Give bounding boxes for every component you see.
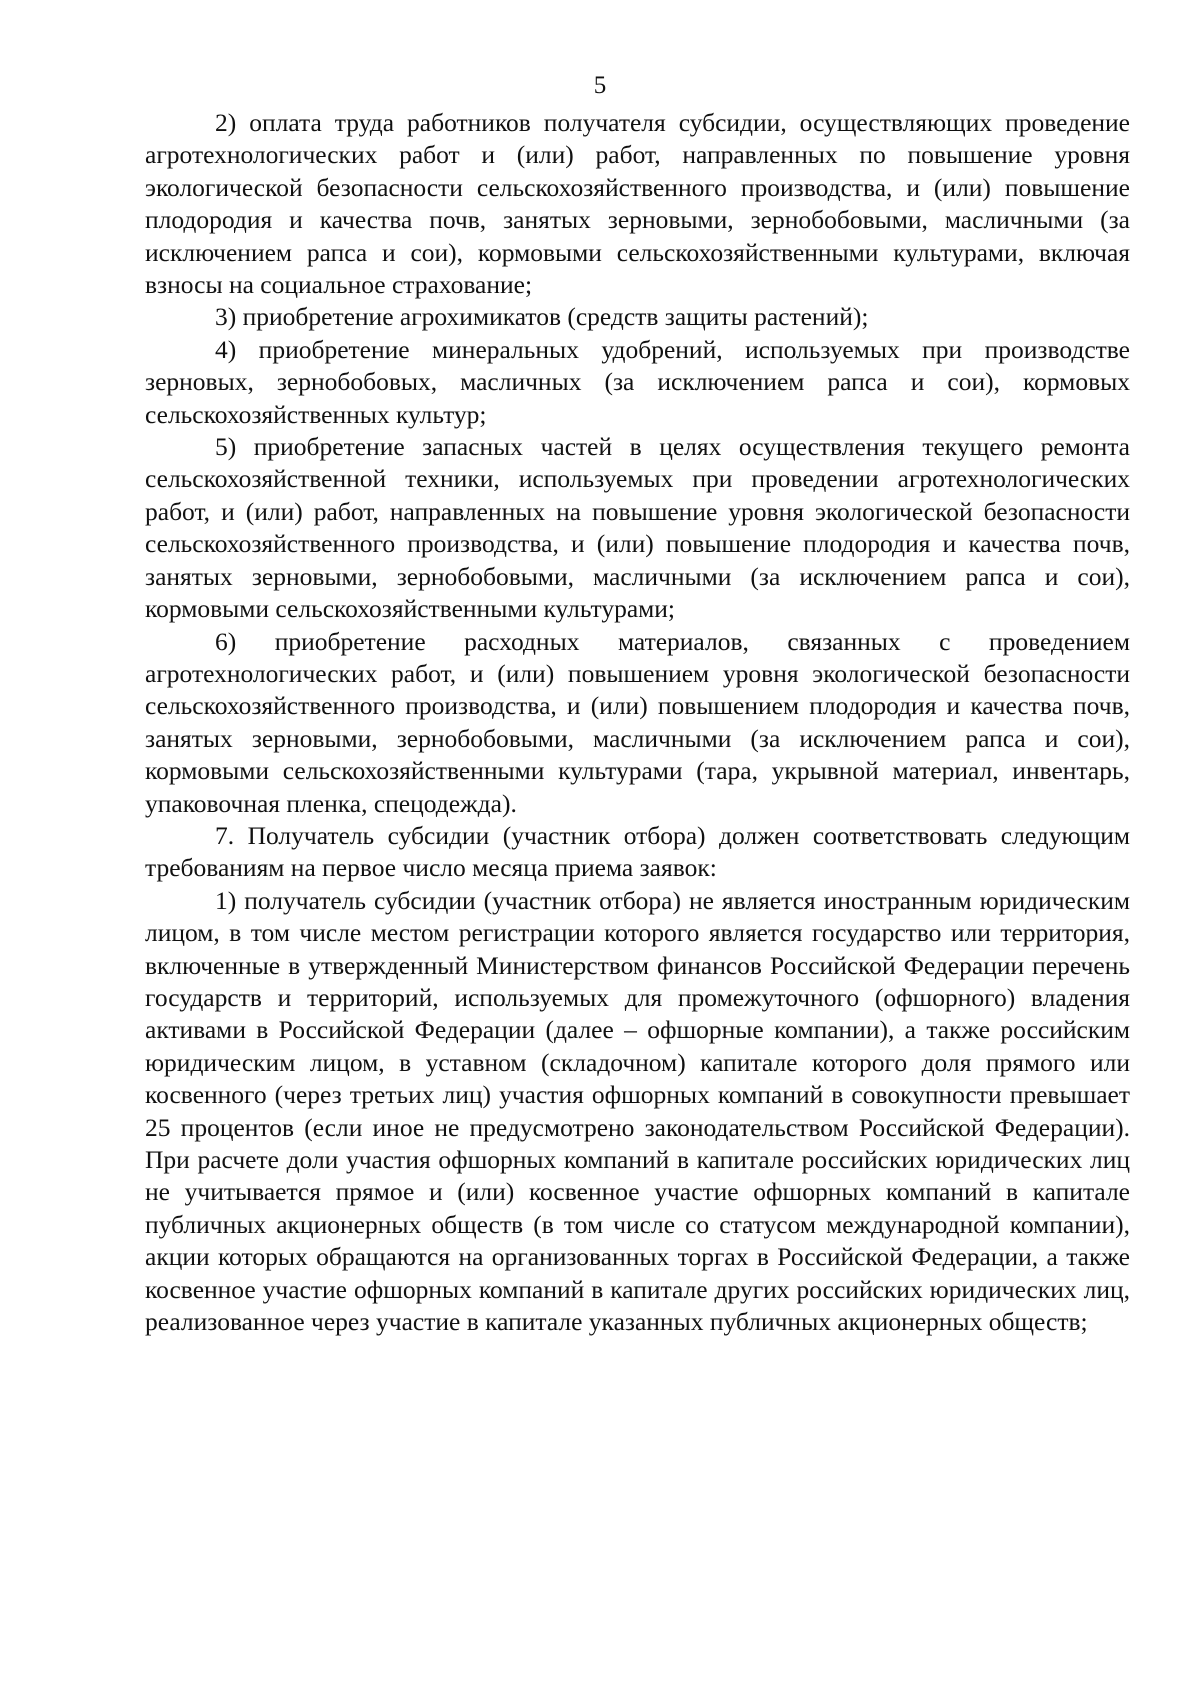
paragraph-item-3-agrochemicals: 3) приобретение агрохимикатов (средств защиты растений); bbox=[215, 302, 869, 332]
page-number: 5 bbox=[593, 72, 607, 99]
paragraph-item-4-fertilizers: 4) приобретение минеральных удобрений, используемых при производстве зерновых, зернобобовых, масличных (за исключением рапса и сои), кормовых сельскохозяйственных культур; bbox=[145, 334, 1130, 429]
document-body bbox=[145, 107, 1130, 1338]
paragraph-section-7-requirements: 7. Получатель субсидии (участник отбора) должен соответствовать следующим требованиям на первое число месяца приема заявок: bbox=[145, 820, 1130, 883]
paragraph-requirement-1-offshore: 1) получатель субсидии (участник отбора) не является иностранным юридическим лицом, в том числе местом регистрации которого является государство или территория, включенные в утвержденный Министерством финансов Российской Федерации перечень государств и территорий, используемых для промежуточного (офшорного) владения активами в Российской Федерации (далее – офшорные компании), а также российским юридическим лицом, в уставном (складочном) капитале которого доля прямого или косвенного (через третьих лиц) участия офшорных компаний в совокупности превышает 25 процентов (если иное не предусмотрено законодательством Российской Федерации). При расчете доли участия офшорных компаний в капитале российских юридических лиц не учитывается прямое и (или) косвенное участие офшорных компаний в капитале публичных акционерных обществ (в том числе со статусом международной компании), акции которых обращаются на организованных торгах в Российской Федерации, а также косвенное участие офшорных компаний в капитале других российских юридических лиц, реализованное через участие в капитале указанных публичных акционерных обществ; bbox=[145, 885, 1130, 1337]
paragraph-item-2-labor-payment: 2) оплата труда работников получателя субсидии, осуществляющих проведение агротехнологических работ и (или) работ, направленных по повышение уровня экологической безопасности сельскохозяйственного производства, и (или) повышение плодородия и качества почв, занятых зерновыми, зернобобовыми, масличными (за исключением рапса и сои), кормовыми сельскохозяйственными культурами, включая взносы на социальное страхование; bbox=[145, 108, 1130, 300]
paragraph-item-5-spare-parts: 5) приобретение запасных частей в целях осуществления текущего ремонта сельскохозяйственной техники, используемых при проведении агротехнологических работ, и (или) работ, направленных на повышение уровня экологической безопасности сельскохозяйственного производства, и (или) повышение плодородия и качества почв, занятых зерновыми, зернобобовыми, масличными (за исключением рапса и сои), кормовыми сельскохозяйственными культурами; bbox=[145, 432, 1130, 624]
paragraph-item-6-consumables: 6) приобретение расходных материалов, связанных с проведением агротехнологических работ, и (или) повышением уровня экологической безопасности сельскохозяйственного производства, и (или) повышением плодородия и качества почв, занятых зерновыми, зернобобовыми, масличными (за исключением рапса и сои), кормовыми сельскохозяйственными культурами (тара, укрывной материал, инвентарь, упаковочная пленка, спецодежда). bbox=[145, 626, 1130, 818]
